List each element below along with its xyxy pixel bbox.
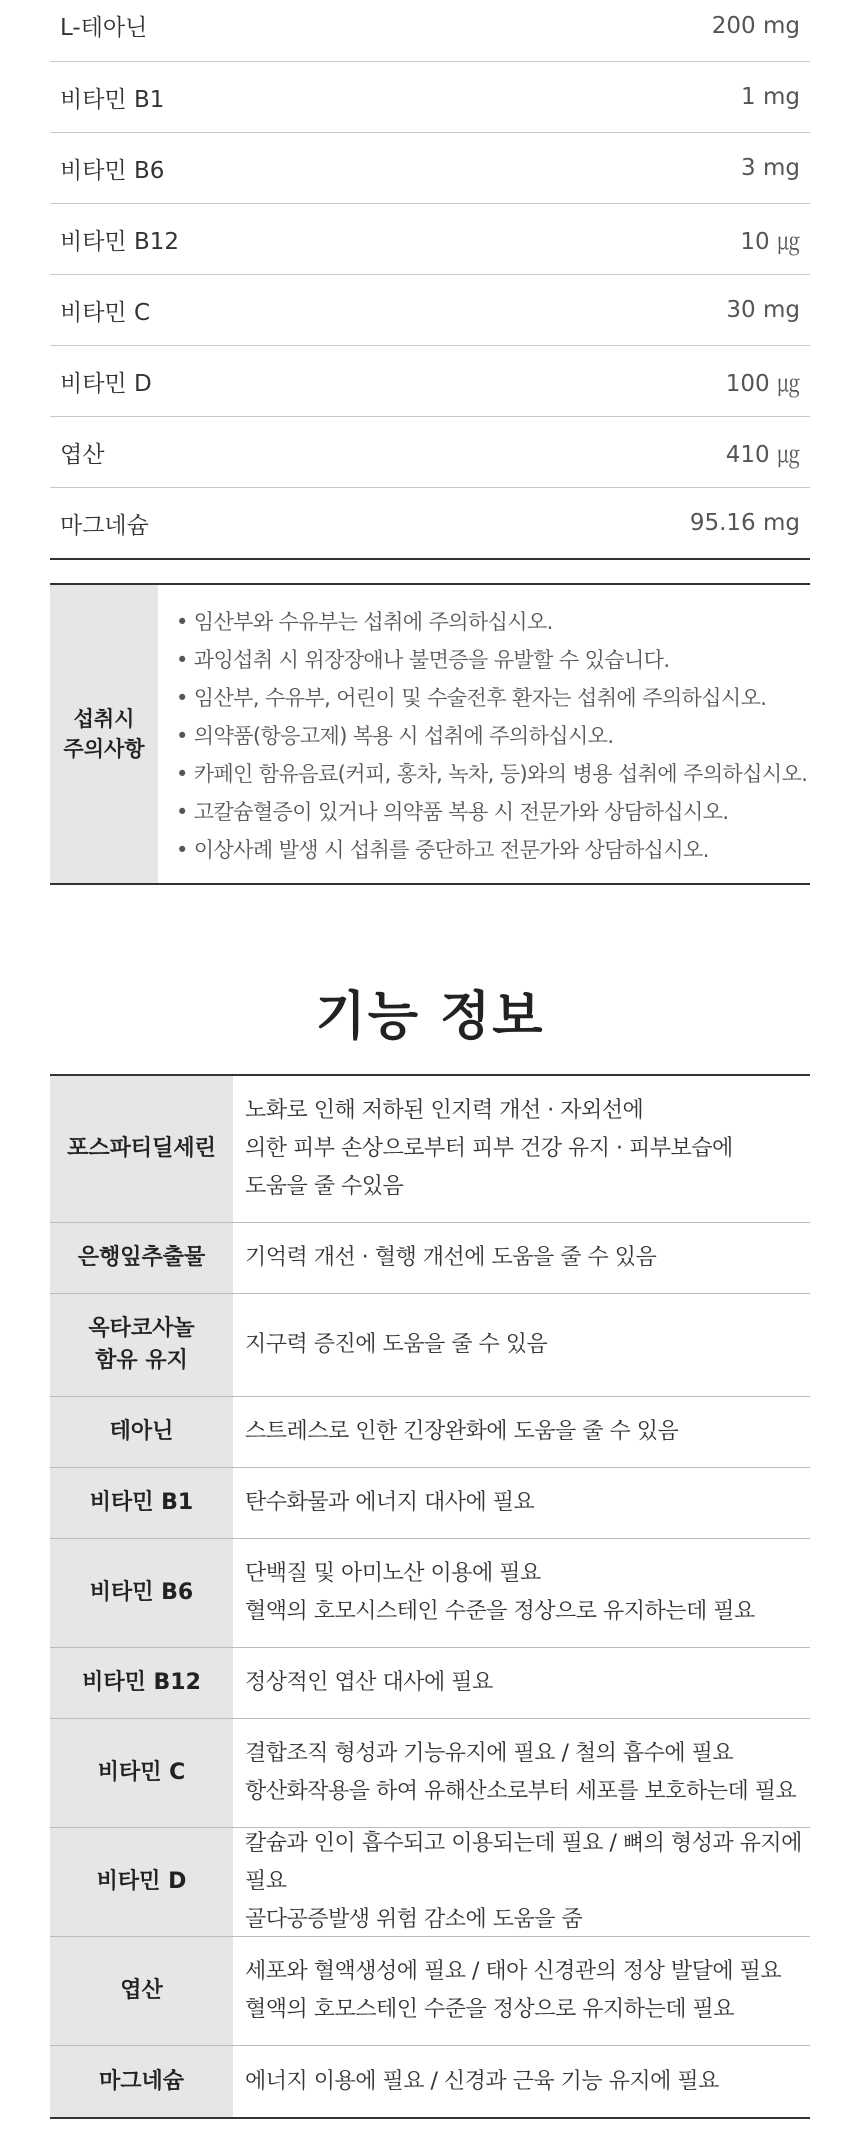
- function-row: [50, 1223, 810, 1294]
- function-desc: 에너지 이용에 필요 / 신경과 근육 기능 유지에 필요: [245, 2068, 719, 2094]
- nutrient-name: 비타민 B12: [60, 228, 180, 255]
- function-row: [50, 1468, 810, 1539]
- function-desc: 세포와 혈액생성에 필요 / 태아 신경관의 정상 발달에 필요 혈액의 호모스테인 수준을 정상으로 유지하는데 필요: [245, 1959, 782, 2022]
- function-row: [50, 1719, 810, 1828]
- nutrient-row: [50, 133, 810, 204]
- nutrient-name: 비타민 C: [60, 299, 151, 326]
- function-row: [50, 1539, 810, 1648]
- function-table: [50, 1074, 810, 2119]
- function-row: [50, 1076, 810, 1223]
- function-name: 비타민 C: [50, 1719, 233, 1827]
- function-row: [50, 1294, 810, 1397]
- section-title: 기능 정보: [315, 987, 545, 1047]
- caution-list: [158, 585, 810, 883]
- function-name: 비타민 B6: [50, 1539, 233, 1647]
- nutrient-name: 비타민 D: [60, 370, 152, 397]
- function-name: 엽산: [50, 1937, 233, 2045]
- nutrient-row: [50, 488, 810, 560]
- nutrient-amount: 100 ㎍: [725, 370, 800, 397]
- nutrient-name: 마그네슘: [60, 512, 149, 539]
- nutrient-name: L-테아닌: [60, 15, 148, 41]
- nutrient-amount: 3 mg: [741, 155, 800, 181]
- caution-item: • 과잉섭취 시 위장장애나 불면증을 유발할 수 있습니다.: [176, 641, 810, 679]
- function-desc: 칼슘과 인이 흡수되고 이용되는데 필요 / 뼈의 형성과 유지에 필요 골다공증발생 위험 감소에 도움을 줌: [245, 1831, 802, 1932]
- function-desc: 탄수화물과 에너지 대사에 필요: [245, 1490, 535, 1515]
- nutrient-amount: 95.16 mg: [689, 510, 800, 536]
- function-row: [50, 1937, 810, 2046]
- function-desc: 기억력 개선 · 혈행 개선에 도움을 줄 수 있음: [245, 1245, 657, 1270]
- nutrient-table: [50, 0, 810, 560]
- caution-heading: 섭취시 주의사항: [50, 585, 158, 883]
- nutrient-row: [50, 204, 810, 275]
- nutrient-name: 비타민 B1: [60, 86, 165, 113]
- nutrient-row: [50, 346, 810, 417]
- nutrient-row: [50, 417, 810, 488]
- caution-item: • 이상사례 발생 시 섭취를 중단하고 전문가와 상담하십시오.: [176, 831, 810, 869]
- caution-item: • 임산부와 수유부는 섭취에 주의하십시오.: [176, 603, 810, 641]
- function-name: 비타민 B1: [50, 1468, 233, 1538]
- nutrient-amount: 10 ㎍: [740, 228, 800, 255]
- function-name: 비타민 D: [50, 1828, 233, 1936]
- function-name: 마그네슘: [50, 2046, 233, 2117]
- function-row: [50, 1648, 810, 1719]
- nutrient-name: 비타민 B6: [60, 157, 165, 184]
- caution-item: • 카페인 함유음료(커피, 홍차, 녹차, 등)와의 병용 섭취에 주의하십시오.: [176, 755, 810, 793]
- function-desc: 단백질 및 아미노산 이용에 필요 혈액의 호모시스테인 수준을 정상으로 유지하는데 필요: [245, 1561, 755, 1624]
- function-name: 은행잎추출물: [50, 1223, 233, 1293]
- function-desc: 결합조직 형성과 기능유지에 필요 / 철의 흡수에 필요 항산화작용을 하여 유해산소로부터 세포를 보호하는데 필요: [245, 1741, 797, 1804]
- function-name: 테아닌: [50, 1397, 233, 1467]
- function-name: 옥타코사놀 함유 유지: [50, 1294, 233, 1396]
- function-row: [50, 1397, 810, 1468]
- nutrient-name: 엽산: [60, 441, 105, 468]
- nutrient-amount: 410 ㎍: [725, 441, 800, 468]
- function-desc: 정상적인 엽산 대사에 필요: [245, 1670, 493, 1695]
- caution-item: • 고칼슘혈증이 있거나 의약품 복용 시 전문가와 상담하십시오.: [176, 793, 810, 831]
- function-desc: 노화로 인해 저하된 인지력 개선 · 자외선에 의한 피부 손상으로부터 피부 건강 유지 · 피부보습에 도움을 줄 수있음: [245, 1098, 733, 1199]
- nutrient-row: [50, 0, 810, 62]
- function-row: [50, 1828, 810, 1937]
- function-name: 비타민 B12: [50, 1648, 233, 1718]
- function-row: [50, 2046, 810, 2117]
- function-desc: 스트레스로 인한 긴장완화에 도움을 줄 수 있음: [245, 1419, 679, 1444]
- nutrient-amount: 30 mg: [726, 297, 800, 323]
- function-desc: 지구력 증진에 도움을 줄 수 있음: [245, 1332, 548, 1357]
- caution-item: • 임산부, 수유부, 어린이 및 수술전후 환자는 섭취에 주의하십시오.: [176, 679, 810, 717]
- nutrient-row: [50, 275, 810, 346]
- nutrient-row: [50, 62, 810, 133]
- caution-table: [50, 583, 810, 885]
- nutrient-amount: 200 mg: [711, 12, 800, 39]
- function-name: 포스파티딜세린: [50, 1076, 233, 1222]
- caution-item: • 의약품(항응고제) 복용 시 섭취에 주의하십시오.: [176, 717, 810, 755]
- nutrient-amount: 1 mg: [741, 84, 800, 110]
